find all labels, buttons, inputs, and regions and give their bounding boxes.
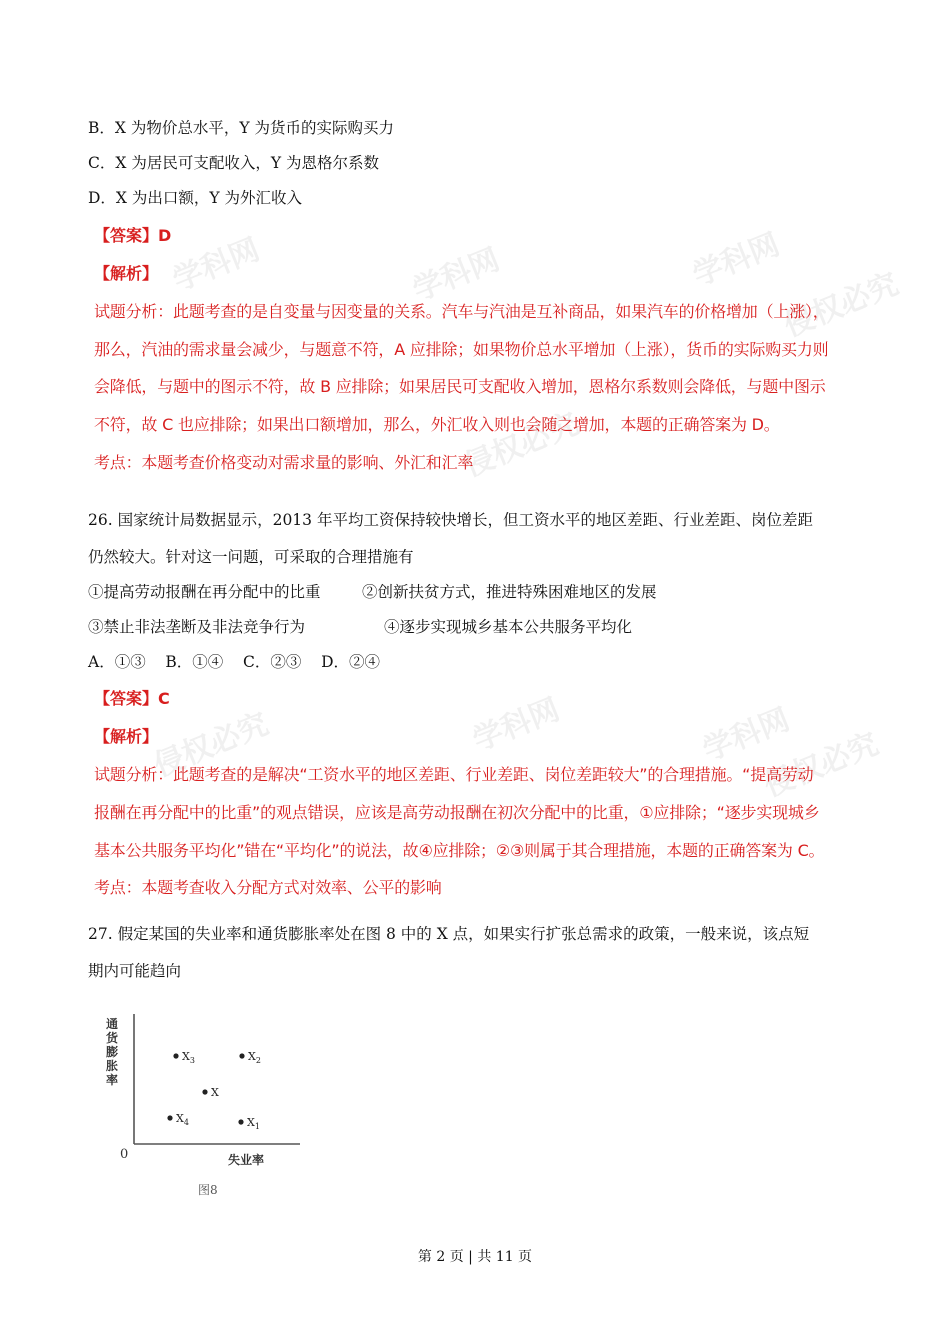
data-points (167, 1050, 261, 1131)
x-axis-label: 失业率 (228, 1153, 265, 1167)
point-x (202, 1089, 207, 1094)
q26-item: ③禁止非法垄断及非法竞争行为 (88, 618, 306, 636)
point-x1 (238, 1119, 243, 1124)
point-x2 (239, 1053, 244, 1058)
q26-analysis-line: 基本公共服务平均化”错在“平均化”的说法，故④应排除；②③则属于其合理措施，本题的正确答案为 C。 (94, 841, 825, 860)
watermark: 侵权必究 (459, 406, 584, 484)
q25-analysis-line: 那么，汽油的需求量会减少，与题意不符，A 应排除；如果物价总水平增加（上涨），货币的实际购买力则 (94, 340, 829, 359)
q26-answer-label: 【答案】C (94, 689, 170, 708)
q26-item: ①提高劳动报酬在再分配中的比重 (88, 583, 321, 601)
point-label: $X_1$ (247, 1116, 260, 1131)
q25-answer-label: 【答案】D (94, 226, 172, 245)
watermark: 侵权必究 (779, 266, 904, 344)
q25-analysis-line: 不符，故 C 也应排除；如果出口额增加，那么，外汇收入则也会随之增加，本题的正确答案为 D。 (94, 415, 780, 434)
watermark: 学科网 (408, 242, 505, 309)
watermark: 学科网 (468, 692, 565, 759)
watermark: 学科网 (698, 702, 795, 769)
y-axis-label: 通货膨胀率 (106, 1017, 119, 1087)
page-footer: 第 2 页 | 共 11 页 (417, 1249, 533, 1265)
point-label: $X_3$ (182, 1050, 195, 1065)
q27-stem: 27. 假定某国的失业率和通货膨胀率处在图 8 中的 X 点，如果实行扩张总需求的政策，一般来说，该点短 (88, 925, 810, 943)
q26-analysis-line: 试题分析：此题考查的是解决“工资水平的地区差距、行业差距、岗位差距较大”的合理措施。“提高劳动 (94, 765, 814, 784)
q25-option-b: B．X 为物价总水平，Y 为货币的实际购买力 (88, 119, 395, 137)
q26-analysis-line: 报酬在再分配中的比重”的观点错误，应该是高劳动报酬在初次分配中的比重，①应排除；“逐步实现城乡 (94, 803, 820, 822)
point-x4 (167, 1115, 172, 1120)
q25-analysis-line: 会降低，与题中的图示不符，故 B 应排除；如果居民可支配收入增加，恩格尔系数则会降低，与题中图示 (94, 377, 826, 396)
q26-kaodian: 考点：本题考查收入分配方式对效率、公平的影响 (94, 878, 442, 897)
q25-analysis-label: 【解析】 (94, 264, 159, 283)
point-x3 (173, 1053, 178, 1058)
watermark: 侵权必究 (149, 706, 274, 784)
q25-kaodian: 考点：本题考查价格变动对需求量的影响、外汇和汇率 (94, 453, 474, 472)
q26-item: ②创新扶贫方式，推进特殊困难地区的发展 (362, 583, 657, 601)
q25-analysis-line: 试题分析：此题考查的是自变量与因变量的关系。汽车与汽油是互补商品，如果汽车的价格增加（上涨）， (94, 302, 829, 321)
point-label: $X_2$ (248, 1050, 261, 1065)
watermark: 侵权必究 (759, 726, 884, 804)
watermark: 学科网 (168, 232, 265, 299)
origin-label: 0 (120, 1147, 129, 1162)
q26-choices: A．①③ B．①④ C．②③ D．②④ (88, 653, 380, 671)
phillips-diagram (100, 1010, 320, 1200)
figure-8 (100, 1010, 320, 1200)
q26-item: ④逐步实现城乡基本公共服务平均化 (384, 618, 633, 636)
point-label: X (211, 1086, 219, 1099)
q26-stem: 26. 国家统计局数据显示，2013 年平均工资保持较快增长，但工资水平的地区差距、行业差距、岗位差距 (88, 511, 813, 529)
q25-option-d: D．X 为出口额，Y 为外汇收入 (88, 189, 303, 207)
figure-caption: 图8 (198, 1183, 218, 1197)
q26-analysis-label: 【解析】 (94, 727, 159, 746)
watermark: 学科网 (688, 227, 785, 294)
q25-option-c: C．X 为居民可支配收入，Y 为恩格尔系数 (88, 154, 379, 172)
q26-stem: 仍然较大。针对这一问题，可采取的合理措施有 (88, 548, 414, 566)
point-label: $X_4$ (176, 1112, 189, 1127)
q27-stem: 期内可能趋向 (88, 962, 182, 980)
